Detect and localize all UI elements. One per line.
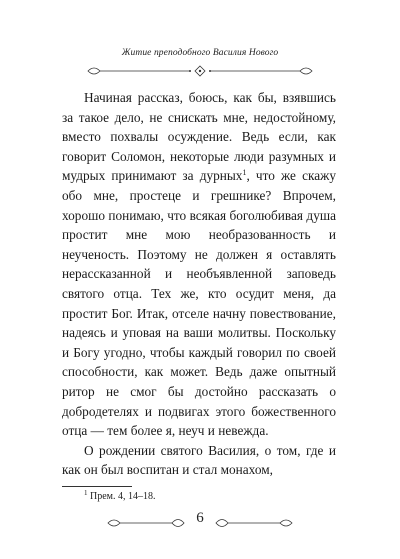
paragraph: [62, 88, 336, 441]
page-number: 6: [196, 510, 204, 526]
footnote-ref: 1: [242, 168, 247, 178]
footnote: [84, 491, 156, 502]
page-body: [62, 88, 336, 480]
paragraph: О рождении святого Василия, о том, где и как он был воспитан и стал монахом,: [62, 442, 336, 478]
footnote-text: Прем. 4, 14–18.: [90, 491, 156, 502]
paragraph-text: Начиная рассказ, боюсь, как бы, взявшись за такое дело, не снискать мне, недостойному, вместо похвалы осуждение. Ведь если, как говорит Соломон, некоторые люди разумных и мудрых принимают за дурных: [62, 90, 336, 184]
running-header: Житие преподобного Василия Нового: [121, 48, 279, 58]
footnote-mark: 1: [84, 489, 88, 497]
header-ornament: [82, 64, 318, 78]
footnote-rule: [62, 486, 132, 487]
paragraph-text: , что же скажу обо мне, простеце и грешнике? Впрочем, хорошо понимаю, что всякая боголюбивая душа простит мне мою необразованность и неученость. Поэтому не должен я оставлять нерассказанной и необъявленной заповедь святого отца. Тех же, кто осудит меня, да простит Бог. Итак, отселе начну повествование, надеясь и уповая на ваши молитвы. Поскольку и Богу угодно, чтобы каждый говорил по своей способности, как может. Ведь даже опытный ритор не смог бы достойно рассказать о добродетелях и подвигах этого божественного отца — тем более я, неуч и невежда.: [62, 168, 336, 439]
